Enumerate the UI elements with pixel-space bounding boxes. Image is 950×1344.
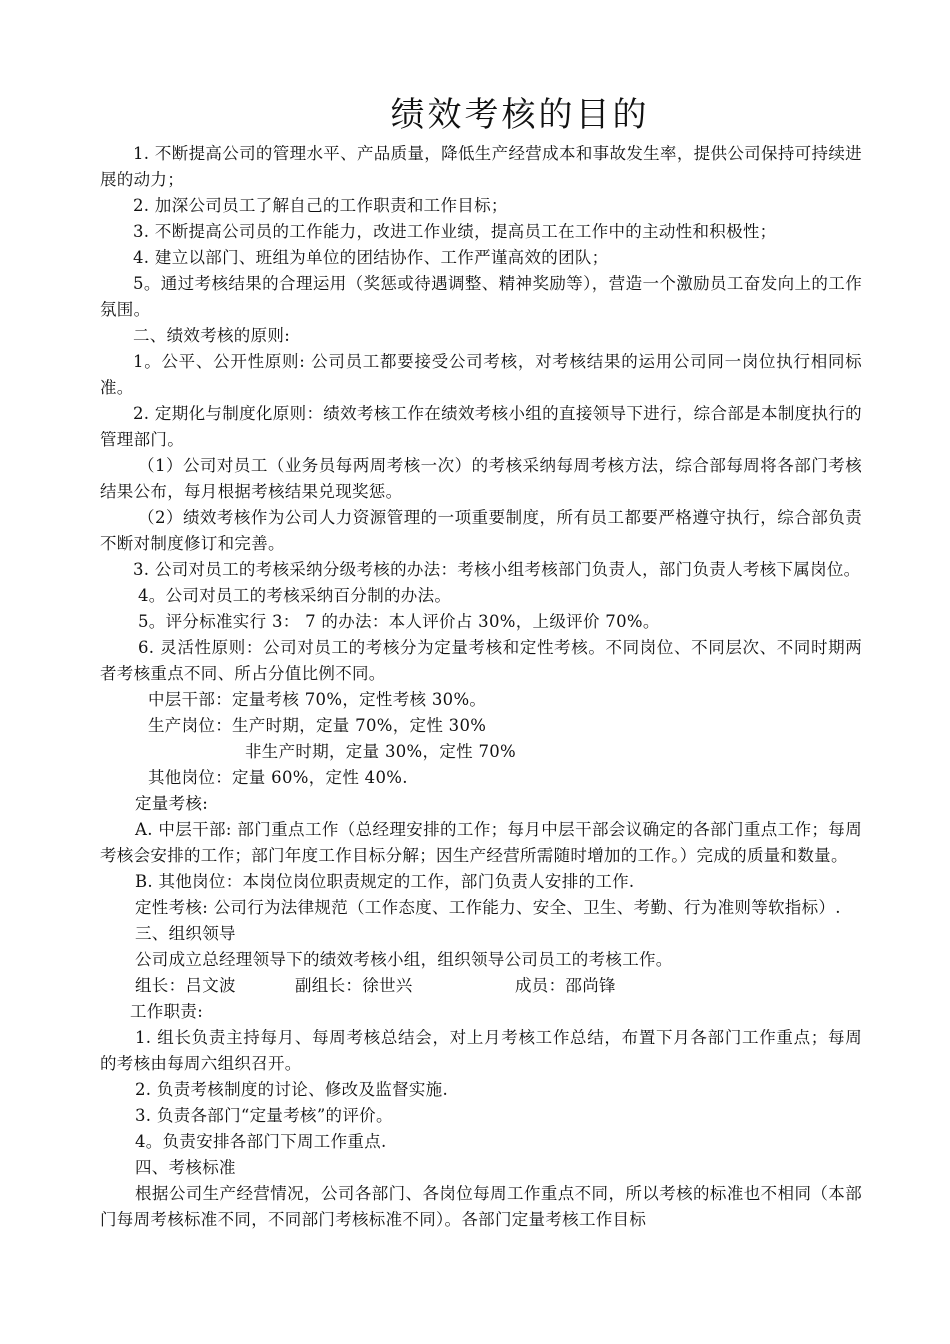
quantitative-item-a: A. 中层干部: 部门重点工作（总经理安排的工作；每月中层干部会议确定的各部门重点工作；每周考核会安排的工作；部门年度工作目标分解；因生产经营所需随时增加的工作。）完成的质量和数量。 — [100, 820, 862, 865]
quantitative-item-b: B. 其他岗位：本岗位岗位职责规定的工作，部门负责人安排的工作. — [135, 872, 635, 891]
weight-other-posts: 其他岗位：定量 60%，定性 40%. — [148, 768, 408, 787]
principle-2-sub-1: （1）公司对员工（业务员每两周考核一次）的考核采纳每周考核方法，综合部每周将各部门考核结果公布，每月根据考核结果兑现奖惩。 — [100, 456, 862, 501]
section-heading-organization: 三、组织领导 — [135, 924, 236, 943]
purpose-item-3: 3. 不断提高公司员的工作能力，改进工作业绩，提高员工在工作中的主动性和积极性； — [133, 222, 777, 241]
weight-non-production-period: 非生产时期，定量 30%，定性 70% — [245, 742, 517, 761]
principle-5: 5。评分标准实行 3： 7 的办法：本人评价占 30%，上级评价 70%。 — [138, 612, 660, 631]
principle-6: 6. 灵活性原则：公司对员工的考核分为定量考核和定性考核。不同岗位、不同层次、不同时期两者考核重点不同、所占分值比例不同。 — [100, 638, 862, 683]
duties-heading: 工作职责: — [130, 1002, 204, 1021]
document-body — [100, 141, 862, 1233]
quantitative-heading: 定量考核: — [135, 794, 209, 813]
section-heading-principles: 二、绩效考核的原则: — [133, 326, 291, 345]
purpose-item-1: 1. 不断提高公司的管理水平、产品质量，降低生产经营成本和事故发生率，提供公司保持可持续进展的动力； — [100, 144, 862, 189]
team-deputy-leader: 副组长：徐世兴 — [295, 976, 413, 995]
team-members — [100, 973, 862, 999]
duty-4: 4。负责安排各部门下周工作重点. — [135, 1132, 387, 1151]
duty-1: 1. 组长负责主持每月、每周考核总结会，对上月考核工作总结，布置下月各部门工作重点；每周的考核由每周六组织召开。 — [100, 1028, 862, 1073]
purpose-item-2: 2. 加深公司员工了解自己的工作职责和工作目标； — [133, 196, 508, 215]
document-title: 绩效考核的目的 — [390, 95, 650, 135]
purpose-item-5: 5。通过考核结果的合理运用（奖惩或待遇调整、精神奖励等），营造一个激励员工奋发向上的工作氛围。 — [100, 274, 862, 319]
weight-production-posts: 生产岗位：生产时期，定量 70%，定性 30% — [148, 716, 487, 735]
weight-middle-managers: 中层干部：定量考核 70%，定性考核 30%。 — [148, 690, 487, 709]
principle-3: 3. 公司对员工的考核采纳分级考核的办法：考核小组考核部门负责人，部门负责人考核下属岗位。 — [133, 560, 861, 579]
principle-2-sub-2: （2）绩效考核作为公司人力资源管理的一项重要制度，所有员工都要严格遵守执行，综合部负责不断对制度修订和完善。 — [100, 508, 862, 553]
duty-2: 2. 负责考核制度的讨论、修改及监督实施. — [135, 1080, 449, 1099]
organization-text: 公司成立总经理领导下的绩效考核小组，组织领导公司员工的考核工作。 — [135, 950, 673, 969]
purpose-item-4: 4. 建立以部门、班组为单位的团结协作、工作严谨高效的团队； — [133, 248, 609, 267]
principle-1: 1。公平、公开性原则: 公司员工都要接受公司考核，对考核结果的运用公司同一岗位执行相同标准。 — [100, 352, 862, 397]
principle-2: 2. 定期化与制度化原则：绩效考核工作在绩效考核小组的直接领导下进行，综合部是本制度执行的管理部门。 — [100, 404, 862, 449]
principle-4: 4。公司对员工的考核采纳百分制的办法。 — [138, 586, 452, 605]
team-member: 成员：邵尚锋 — [515, 976, 616, 995]
standards-text: 根据公司生产经营情况，公司各部门、各岗位每周工作重点不同，所以考核的标准也不相同（本部门每周考核标准不同，不同部门考核标准不同）。各部门定量考核工作目标 — [100, 1184, 862, 1229]
duty-3: 3. 负责各部门“定量考核”的评价。 — [135, 1106, 393, 1125]
section-heading-standards: 四、考核标准 — [135, 1158, 236, 1177]
team-leader: 组长：吕文波 — [135, 976, 236, 995]
qualitative-assessment: 定性考核: 公司行为法律规范（工作态度、工作能力、安全、卫生、考勤、行为准则等软指标）. — [135, 898, 841, 917]
